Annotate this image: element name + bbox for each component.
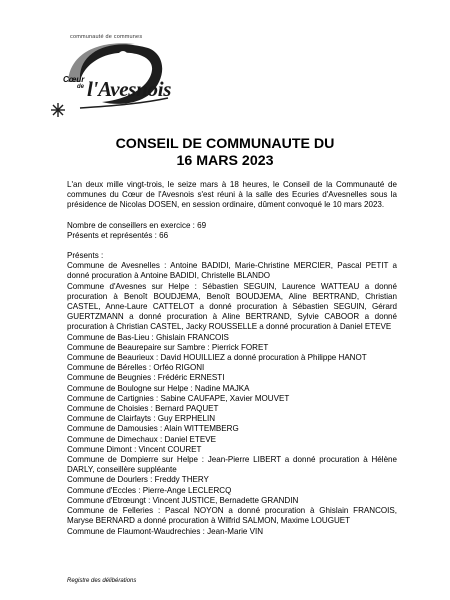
list-item: Commune de Damousies : Alain WITTEMBERG xyxy=(67,424,239,434)
snowflake-icon xyxy=(51,103,65,117)
list-item: Commune de Felleries : Pascal NOYON a donné procuration à Ghislain FRANCOIS, Maryse BERNARD a donné procuration à Wilfrid SALMON, Maxime LOUGUET xyxy=(67,506,397,526)
list-item: Commune de Dompierre sur Helpe : Jean-Pierre LIBERT a donné procuration à Hélène DARLY, conseillère suppléante xyxy=(67,455,397,475)
list-item: Commune de Dimechaux : Daniel ETEVE xyxy=(67,434,216,444)
presents-label: Présents : xyxy=(67,251,104,261)
list-item: Commune de Avesnelles : Antoine BADIDI, Marie-Christine MERCIER, Pascal PETIT a donné procuration à Antoine BADIDI, Christelle BLANDO xyxy=(67,261,397,281)
list-item: Commune de Beugnies : Frédéric ERNESTI xyxy=(67,373,225,383)
list-item: Commune Dimont : Vincent COURET xyxy=(67,444,202,454)
list-item: Commune d'Avesnes sur Helpe : Sébastien SEGUIN, Laurence WATTEAU a donné procuration à Benoît BOUDJEMA, Benoît BOUDJEMA, Aline BERTRAND, Christian CASTEL, Anne-Laure CATTELOT a donné procuration à Sébastien SEGUIN, Gérard GUERTZMANN a donné procuration à Aline BERTRAND, Sylvie CABOOR a donné procuration à Christian CASTEL, Jacky ROUSSELLE a donné procuration à Daniel ETEVE xyxy=(67,281,397,332)
logo xyxy=(40,22,180,132)
document-body xyxy=(67,180,397,537)
list-item: Commune de Choisies : Bernard PAQUET xyxy=(67,404,219,414)
title-line-1: CONSEIL DE COMMUNAUTE DU xyxy=(115,136,335,152)
list-item: Commune de Boulogne sur Helpe : Nadine MAJKA xyxy=(67,383,250,393)
list-item: Commune d'Eccles : Pierre-Ange LECLERCQ xyxy=(67,485,232,495)
list-item: Commune de Bérelles : Orféo RIGONI xyxy=(67,363,205,373)
list-item: Commune de Beaurepaire sur Sambre : Pierrick FORET xyxy=(67,342,269,352)
count-exercise: Nombre de conseillers en exercice : 69 xyxy=(67,220,207,230)
logo-coeur: Cœur xyxy=(63,75,85,84)
list-item: Commune de Bas-Lieu : Ghislain FRANCOIS xyxy=(67,332,229,342)
intro-paragraph: L'an deux mille vingt-trois, le seize mars à 18 heures, le Conseil de la Communauté de communes du Cœur de l'Avesnois s'est réuni à la salle des Ecuries d'Avesnelles sous la présidence de Nicolas DOSEN, en session ordinaire, dûment convoqué le 10 mars 2023. xyxy=(67,180,397,210)
footer-register: Registre des délibérations xyxy=(67,578,137,584)
title-line-2: 16 MARS 2023 xyxy=(176,152,274,169)
logo-tagline: communauté de communes xyxy=(70,34,143,40)
list-item: Commune de Dourlers : Freddy THERY xyxy=(67,475,209,485)
list-item: Commune de Cartignies : Sabine CAUFAPE, Xavier MOUVET xyxy=(67,393,290,403)
list-item: Commune de Flaumont-Waudrechies : Jean-Marie VIN xyxy=(67,526,264,536)
logo-name: l'Avesnois xyxy=(87,77,172,101)
list-item: Commune de Clairfayts : Guy ERPHELIN xyxy=(67,414,216,424)
list-item: Commune de Beaurieux : David HOUILLIEZ a donné procuration à Philippe HANOT xyxy=(67,353,367,363)
count-present: Présents et représentés : 66 xyxy=(67,230,169,240)
logo-de: de xyxy=(77,84,85,90)
page-title xyxy=(0,136,450,169)
list-item: Commune d'Etrœungt : Vincent JUSTICE, Bernadette GRANDIN xyxy=(67,495,299,505)
